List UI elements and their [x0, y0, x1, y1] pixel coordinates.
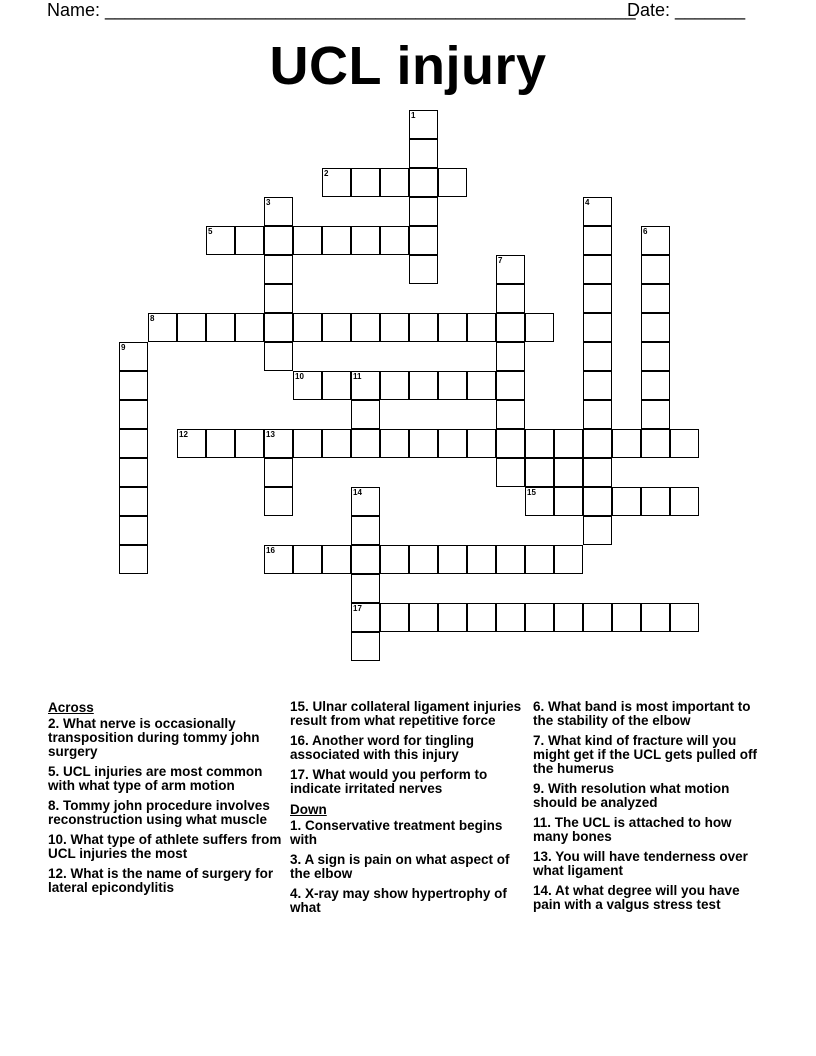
- grid-cell[interactable]: [496, 371, 525, 400]
- clue-down-7: [533, 734, 768, 776]
- grid-cell[interactable]: [641, 226, 670, 255]
- clue-number: 17.: [290, 767, 309, 782]
- grid-cell[interactable]: [148, 313, 177, 342]
- clue-number: 6.: [533, 699, 545, 714]
- grid-cell[interactable]: [264, 255, 293, 284]
- grid-cell[interactable]: [525, 313, 554, 342]
- cell-number: 2: [324, 169, 329, 178]
- grid-cell[interactable]: [438, 603, 467, 632]
- clue-number: 8.: [48, 798, 60, 813]
- grid-cell[interactable]: [554, 458, 583, 487]
- clue-number: 12.: [48, 866, 67, 881]
- cell-number: 16: [266, 546, 275, 555]
- grid-cell[interactable]: [670, 603, 699, 632]
- clue-number: 15.: [290, 699, 309, 714]
- grid-cell[interactable]: [496, 284, 525, 313]
- clue-across-16: [290, 734, 525, 762]
- clue-across-15: [290, 700, 525, 728]
- clue-number: 5.: [48, 764, 60, 779]
- grid-cell[interactable]: [583, 400, 612, 429]
- clue-across-5: [48, 765, 283, 793]
- cell-number: 7: [498, 256, 503, 265]
- clue-number: 16.: [290, 733, 309, 748]
- clue-text: What kind of fracture will you might get if the UCL gets pulled off the humerus: [533, 733, 757, 776]
- grid-cell[interactable]: [235, 429, 264, 458]
- cell-number: 3: [266, 198, 271, 207]
- grid-cell[interactable]: [351, 603, 380, 632]
- grid-cell[interactable]: [583, 371, 612, 400]
- across-heading: Across: [48, 700, 94, 715]
- grid-cell[interactable]: [612, 487, 641, 516]
- grid-cell[interactable]: [351, 545, 380, 574]
- grid-cell[interactable]: [177, 429, 206, 458]
- clue-text: X-ray may show hypertrophy of what: [290, 886, 507, 915]
- grid-cell[interactable]: [583, 284, 612, 313]
- clue-text: The UCL is attached to how many bones: [533, 815, 732, 844]
- clue-text: What type of athlete suffers from UCL injuries the most: [48, 832, 282, 861]
- clue-text: With resolution what motion should be analyzed: [533, 781, 730, 810]
- clue-text: UCL injuries are most common with what type of arm motion: [48, 764, 263, 793]
- grid-cell[interactable]: [641, 342, 670, 371]
- clue-text: What nerve is occasionally transposition during tommy john surgery: [48, 716, 260, 759]
- cell-number: 5: [208, 227, 213, 236]
- grid-cell[interactable]: [409, 371, 438, 400]
- grid-cell[interactable]: [206, 226, 235, 255]
- grid-cell[interactable]: [409, 545, 438, 574]
- grid-cell[interactable]: [641, 313, 670, 342]
- grid-cell[interactable]: [293, 226, 322, 255]
- clue-text: What band is most important to the stability of the elbow: [533, 699, 751, 728]
- grid-cell[interactable]: [322, 313, 351, 342]
- grid-cell[interactable]: [409, 255, 438, 284]
- grid-cell[interactable]: [380, 429, 409, 458]
- clue-down-4: [290, 887, 525, 915]
- grid-cell[interactable]: [641, 400, 670, 429]
- clue-number: 1.: [290, 818, 302, 833]
- clue-across-17: [290, 768, 525, 796]
- grid-cell[interactable]: [496, 342, 525, 371]
- grid-cell[interactable]: [351, 226, 380, 255]
- grid-cell[interactable]: [583, 458, 612, 487]
- grid-cell[interactable]: [641, 603, 670, 632]
- grid-cell[interactable]: [264, 545, 293, 574]
- grid-cell[interactable]: [206, 429, 235, 458]
- clue-down-3: [290, 853, 525, 881]
- grid-cell[interactable]: [438, 168, 467, 197]
- clue-text: Another word for tingling associated with this injury: [290, 733, 475, 762]
- grid-cell[interactable]: [119, 400, 148, 429]
- grid-cell[interactable]: [119, 516, 148, 545]
- grid-cell[interactable]: [554, 487, 583, 516]
- grid-cell[interactable]: [670, 487, 699, 516]
- grid-cell[interactable]: [496, 458, 525, 487]
- page-title: UCL injury: [269, 36, 547, 96]
- grid-cell[interactable]: [177, 313, 206, 342]
- clue-across-2: [48, 717, 283, 759]
- grid-cell[interactable]: [409, 226, 438, 255]
- grid-cell[interactable]: [583, 342, 612, 371]
- clue-number: 2.: [48, 716, 60, 731]
- grid-cell[interactable]: [554, 429, 583, 458]
- grid-cell[interactable]: [264, 429, 293, 458]
- grid-cell[interactable]: [264, 313, 293, 342]
- grid-cell[interactable]: [351, 371, 380, 400]
- grid-cell[interactable]: [583, 313, 612, 342]
- grid-cell[interactable]: [496, 255, 525, 284]
- grid-cell[interactable]: [438, 313, 467, 342]
- clue-down-9: [533, 782, 768, 810]
- grid-cell[interactable]: [351, 574, 380, 603]
- cell-number: 1: [411, 111, 416, 120]
- grid-cell[interactable]: [409, 110, 438, 139]
- cell-number: 4: [585, 198, 590, 207]
- clue-across-12: [48, 867, 283, 895]
- clue-text: Tommy john procedure involves reconstruction using what muscle: [48, 798, 270, 827]
- clue-down-6: [533, 700, 768, 728]
- grid-cell[interactable]: [119, 371, 148, 400]
- clues-column-2: [290, 700, 525, 921]
- grid-cell[interactable]: [380, 226, 409, 255]
- clue-down-11: [533, 816, 768, 844]
- grid-cell[interactable]: [467, 545, 496, 574]
- grid-cell[interactable]: [351, 516, 380, 545]
- grid-cell[interactable]: [322, 545, 351, 574]
- cell-number: 6: [643, 227, 648, 236]
- cell-number: 13: [266, 430, 275, 439]
- clue-text: You will have tenderness over what ligament: [533, 849, 748, 878]
- grid-cell[interactable]: [467, 429, 496, 458]
- grid-cell[interactable]: [525, 487, 554, 516]
- cell-number: 11: [353, 372, 362, 381]
- clue-down-14: [533, 884, 768, 912]
- grid-cell[interactable]: [409, 429, 438, 458]
- cell-number: 17: [353, 604, 362, 613]
- cell-number: 12: [179, 430, 188, 439]
- name-field[interactable]: Name: _____________________________________________________: [47, 0, 636, 20]
- grid-cell[interactable]: [351, 487, 380, 516]
- grid-cell[interactable]: [119, 429, 148, 458]
- grid-cell[interactable]: [583, 226, 612, 255]
- clue-down-1: [290, 819, 525, 847]
- grid-cell[interactable]: [380, 168, 409, 197]
- grid-cell[interactable]: [525, 429, 554, 458]
- grid-cell[interactable]: [525, 545, 554, 574]
- clue-across-8: [48, 799, 283, 827]
- grid-cell[interactable]: [496, 313, 525, 342]
- grid-cell[interactable]: [264, 197, 293, 226]
- clue-down-13: [533, 850, 768, 878]
- grid-cell[interactable]: [467, 371, 496, 400]
- grid-cell[interactable]: [322, 226, 351, 255]
- grid-cell[interactable]: [322, 168, 351, 197]
- grid-cell[interactable]: [322, 429, 351, 458]
- grid-cell[interactable]: [467, 603, 496, 632]
- cell-number: 8: [150, 314, 155, 323]
- clues-column-3: [533, 700, 768, 918]
- clues-column-1: [48, 700, 283, 901]
- grid-cell[interactable]: [264, 487, 293, 516]
- grid-cell[interactable]: [351, 400, 380, 429]
- grid-cell[interactable]: [641, 284, 670, 313]
- grid-cell[interactable]: [351, 168, 380, 197]
- clue-number: 9.: [533, 781, 545, 796]
- grid-cell[interactable]: [554, 603, 583, 632]
- grid-cell[interactable]: [351, 429, 380, 458]
- cell-number: 10: [295, 372, 304, 381]
- grid-cell[interactable]: [409, 197, 438, 226]
- grid-cell[interactable]: [670, 429, 699, 458]
- grid-cell[interactable]: [235, 226, 264, 255]
- clue-text: What would you perform to indicate irritated nerves: [290, 767, 488, 796]
- grid-cell[interactable]: [206, 313, 235, 342]
- grid-cell[interactable]: [583, 429, 612, 458]
- grid-cell[interactable]: [496, 603, 525, 632]
- clue-text: At what degree will you have pain with a valgus stress test: [533, 883, 740, 912]
- clue-number: 11.: [533, 815, 552, 830]
- down-heading: Down: [290, 802, 327, 817]
- grid-cell[interactable]: [438, 429, 467, 458]
- cell-number: 14: [353, 488, 362, 497]
- grid-cell[interactable]: [409, 313, 438, 342]
- grid-cell[interactable]: [380, 603, 409, 632]
- grid-cell[interactable]: [641, 429, 670, 458]
- grid-cell[interactable]: [496, 545, 525, 574]
- clue-text: Conservative treatment begins with: [290, 818, 503, 847]
- clue-number: 10.: [48, 832, 67, 847]
- cell-number: 9: [121, 343, 126, 352]
- grid-cell[interactable]: [525, 458, 554, 487]
- grid-cell[interactable]: [612, 603, 641, 632]
- grid-cell[interactable]: [612, 429, 641, 458]
- grid-cell[interactable]: [119, 342, 148, 371]
- grid-cell[interactable]: [467, 313, 496, 342]
- clue-text: Ulnar collateral ligament injuries result from what repetitive force: [290, 699, 522, 728]
- grid-cell[interactable]: [293, 371, 322, 400]
- clue-number: 4.: [290, 886, 302, 901]
- grid-cell[interactable]: [583, 603, 612, 632]
- grid-cell[interactable]: [641, 371, 670, 400]
- grid-cell[interactable]: [583, 487, 612, 516]
- clue-number: 13.: [533, 849, 552, 864]
- grid-cell[interactable]: [293, 429, 322, 458]
- grid-cell[interactable]: [380, 313, 409, 342]
- grid-cell[interactable]: [641, 487, 670, 516]
- grid-cell[interactable]: [293, 313, 322, 342]
- grid-cell[interactable]: [409, 139, 438, 168]
- grid-cell[interactable]: [496, 429, 525, 458]
- clue-text: What is the name of surgery for lateral epicondylitis: [48, 866, 274, 895]
- grid-cell[interactable]: [119, 487, 148, 516]
- grid-cell[interactable]: [351, 632, 380, 661]
- grid-cell[interactable]: [264, 226, 293, 255]
- grid-cell[interactable]: [641, 255, 670, 284]
- clue-number: 3.: [290, 852, 302, 867]
- grid-cell[interactable]: [119, 458, 148, 487]
- cell-number: 15: [527, 488, 536, 497]
- grid-cell[interactable]: [264, 342, 293, 371]
- grid-cell[interactable]: [235, 313, 264, 342]
- grid-cell[interactable]: [525, 603, 554, 632]
- clue-across-10: [48, 833, 283, 861]
- clue-text: A sign is pain on what aspect of the elbow: [290, 852, 510, 881]
- grid-cell[interactable]: [554, 545, 583, 574]
- grid-cell[interactable]: [322, 371, 351, 400]
- grid-cell[interactable]: [293, 545, 322, 574]
- date-field[interactable]: Date: _______: [627, 0, 746, 20]
- grid-cell[interactable]: [438, 545, 467, 574]
- grid-cell[interactable]: [496, 400, 525, 429]
- grid-cell[interactable]: [409, 603, 438, 632]
- clue-number: 14.: [533, 883, 552, 898]
- grid-cell[interactable]: [380, 545, 409, 574]
- clue-number: 7.: [533, 733, 545, 748]
- grid-cell[interactable]: [438, 371, 467, 400]
- grid-cell[interactable]: [264, 284, 293, 313]
- grid-cell[interactable]: [583, 516, 612, 545]
- grid-cell[interactable]: [351, 313, 380, 342]
- grid-cell[interactable]: [409, 168, 438, 197]
- grid-cell[interactable]: [119, 545, 148, 574]
- grid-cell[interactable]: [583, 255, 612, 284]
- grid-cell[interactable]: [264, 458, 293, 487]
- grid-cell[interactable]: [380, 371, 409, 400]
- grid-cell[interactable]: [583, 197, 612, 226]
